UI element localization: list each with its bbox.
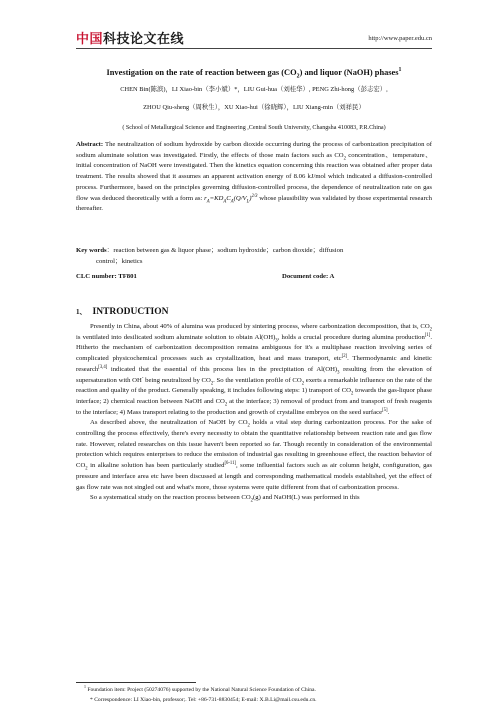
abstract-text-3: whose plausibility was validated by those experimental research thereafter. — [76, 194, 432, 213]
title-part: Investigation on the rate of reaction between gas (CO — [106, 68, 297, 77]
affiliation: ( School of Metallurgical Science and Engineering ,Central South University, Changsha 410083, P.R.China) — [122, 125, 386, 131]
paragraph-2: As described above, the neutralization of NaOH by $CO_2$ holds a vital step during carbonization process. For the sake of controlling the process effectively, there's every necessity to obtain the quantitative relationship between reaction rate and gas flow rate. However, related researches on this issue haven't been reported so far. Though recently in consideration of the environmental protection which requires enterprises to reduce the emission of industrial gas resulting in greenhouse effect, the reaction behavior of $CO_2$ in alkaline solution has been particularly studied[6-11], some influential factors such as air column height, configuration, gas pressure and interface area etc have been discussed at length and corresponding mathematical models established, yet the effect of gas flow rate was not singled out and what's more, those systems were quite different from that of carbonization process. — [76, 419, 432, 491]
body-text — [76, 322, 432, 504]
abstract-text-1: The neutralization of sodium hydroxide by carbon dioxide occurring during the process of carbonization precipitation of sodium aluminate solution was investigated. Firstly, the effects of those main factors such as CO — [76, 141, 432, 159]
footnote-rule — [76, 682, 196, 683]
footnote-funding-text: Foundation item: Project (50274076) supported by the National Natural Science Foundation of China. — [85, 686, 316, 693]
paragraph-1: Presently in China, about 40% of alumina was produced by sintering process, where carbonization decomposition, that is, $CO_2$ is ventilated into desilicated sodium aluminate solution to obtain $Al(OH)_3$, holds a crucial procedure during alumina production[1]. Hitherto the mechanism of carbonization decomposition remains ambiguous for it's a multiphase reaction involving series of complicated physicochemical processes such as crystallization, heat and mass transport, etc[2]. Thermodynamic and kinetic research[3,4] indicated that the essential of this process lies in the precipitation of $Al(OH)_3$ resulting from the elevation of supersaturation with OH- being neutralized by $CO_2$. So the ventilation profile of $CO_2$ exerts a remarkable influence on the rate of the reaction and quality of the product. Generally speaking, it includes following steps: 1) transport of $CO_2$ towards the gas-liquor phase interface; 2) chemical reaction between NaOH and $CO_2$ at the interface; 3) removal of product from and transport of fresh reagents to the interface; 4) Mass transport relating to the production and growth of crystalline embryos on the seed surface[5]. — [76, 323, 433, 416]
section-heading — [76, 307, 169, 317]
abstract-text-2: concentration、temperature、initial concentration of NaOH were investigated. Then the kinetics equation concerning this reaction was obtained after proper data treatment. The results showed that it assumes an apparent activation energy of 8.06 kJ/mol which indicated a diffusion-controlled process. Furthermore, based on the principles governing diffusion-controlled process, the dependence of neutralization rate on gas flow was deduced theoretically with a form as: — [76, 151, 432, 202]
logo-red-text: 中国 — [76, 31, 104, 47]
formula-r: r — [204, 194, 207, 202]
section-number: 1、 — [76, 308, 87, 316]
abstract-label: Abstract: — [76, 141, 104, 148]
sub-2: 2 — [343, 156, 346, 162]
rate-formula: $r_A=KD_AC_A(Q/V_L)^{2/3}$ — [204, 193, 258, 204]
section-title: INTRODUCTION — [92, 307, 169, 317]
document-code: Document code: A — [282, 273, 335, 280]
site-url[interactable]: http://www.paper.edu.cn — [368, 35, 432, 42]
keywords — [76, 246, 432, 267]
site-logo[interactable] — [76, 28, 184, 46]
clc-line — [76, 273, 432, 280]
title-part-2: ) and liquor (NaOH) phases — [299, 68, 399, 77]
authors-line-2: ZHOU Qiu-sheng（周秋生），XU Xiao-hui（徐晓辉），LIU Xiang-min（刘祥民） — [143, 104, 365, 111]
logo-dark-text: 科技论文在线 — [103, 31, 185, 47]
authors-line-1: CHEN Bin(陈滨)，LI Xiao-bin（李小斌）*，LIU Gui-hua（刘桂华）, PENG Zhi-hong（彭志宏）, — [120, 86, 388, 93]
clc-number: CLC number: TF801 — [76, 273, 137, 280]
paragraph-3: So a systematical study on the reaction process between $CO_2(g)$ and NaOH(L) was performed in this — [90, 494, 360, 504]
keywords-label: Key words — [76, 247, 107, 254]
abstract — [76, 140, 432, 215]
header-rule — [76, 48, 432, 49]
keywords-text: ：reaction between gas & liquor phase；sodium hydroxide；carbon dioxide；diffusion — [106, 247, 344, 254]
header — [76, 26, 432, 50]
footnote-funding — [84, 687, 444, 693]
paper-title — [76, 67, 432, 80]
footnote-mark: 1 — [84, 685, 86, 689]
title-sub: 2 — [296, 73, 300, 80]
footnote-correspondence: * Correspondence: LI Xiao-bin, professor;. Tel: +86-731-8830454; E-mail: X.B.Li@mail.csu.edu.cn. — [90, 697, 317, 703]
keywords-text-cont: control；kinetics — [96, 257, 143, 265]
title-footnote-mark: 1 — [398, 67, 402, 74]
